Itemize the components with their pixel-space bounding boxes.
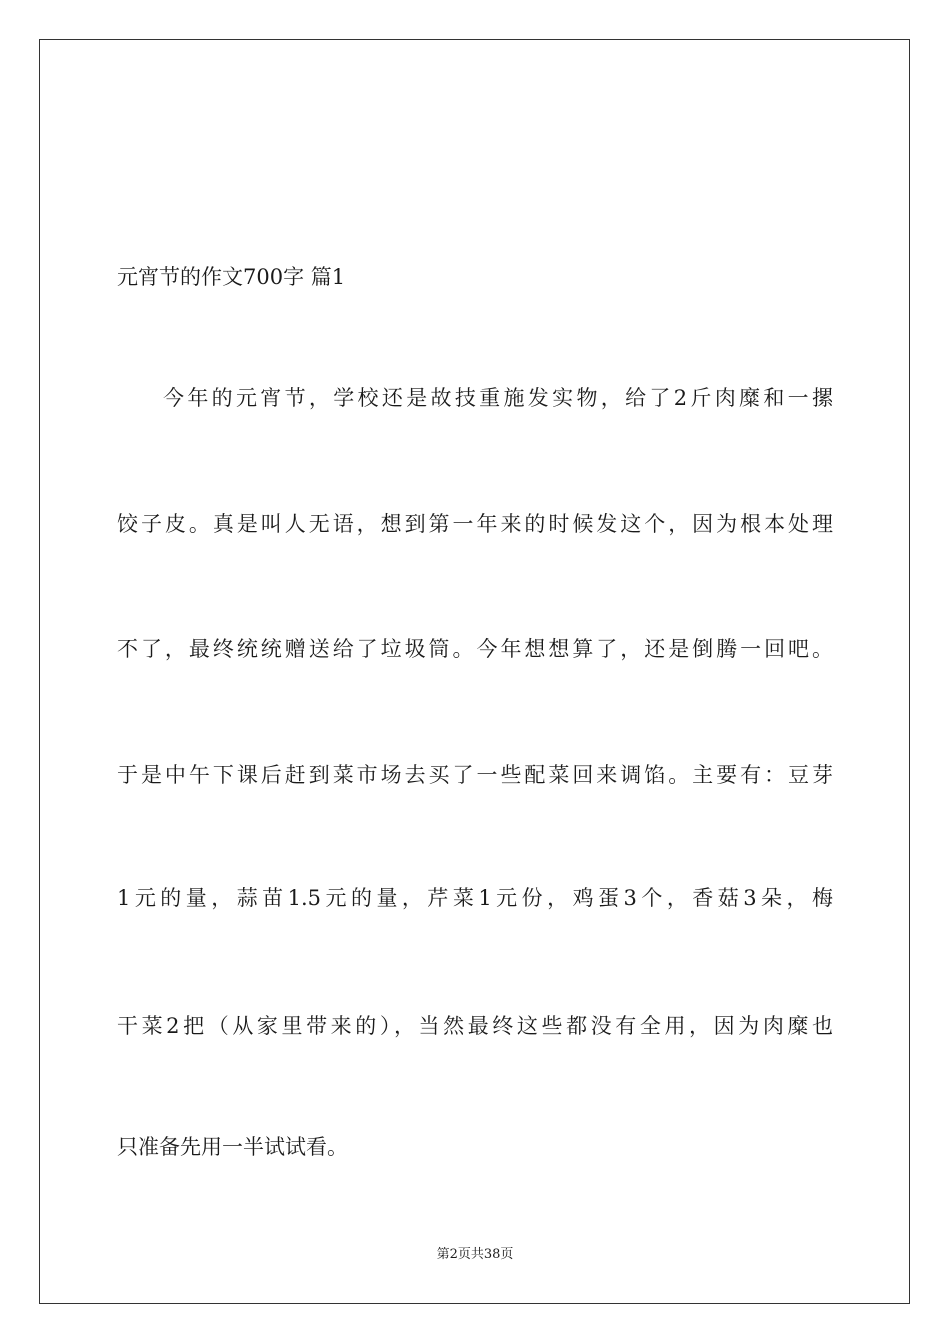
document-title: 元宵节的作文700字 篇1 — [117, 265, 346, 289]
paragraph-line: 1元的量，蒜苗1.5元的量，芹菜1元份，鸡蛋3个，香菇3朵，梅 — [117, 886, 833, 910]
page-frame — [39, 39, 910, 1304]
paragraph-line: 于是中午下课后赶到菜市场去买了一些配菜回来调馅。主要有：豆芽 — [117, 763, 833, 787]
paragraph-line: 饺子皮。真是叫人无语，想到第一年来的时候发这个，因为根本处理 — [117, 512, 833, 536]
paragraph-line: 今年的元宵节，学校还是故技重施发实物，给了2斤肉糜和一摞 — [163, 386, 833, 410]
page-footer — [0, 1245, 950, 1265]
paragraph-line: 不了，最终统统赠送给了垃圾筒。今年想想算了，还是倒腾一回吧。 — [117, 637, 833, 661]
page-total: 共38页 — [470, 1247, 514, 1262]
paragraph-line: 干菜2把（从家里带来的），当然最终这些都没有全用，因为肉糜也 — [117, 1014, 833, 1038]
page-number: 第2页 — [436, 1247, 471, 1262]
paragraph-line: 只准备先用一半试试看。 — [117, 1135, 348, 1159]
